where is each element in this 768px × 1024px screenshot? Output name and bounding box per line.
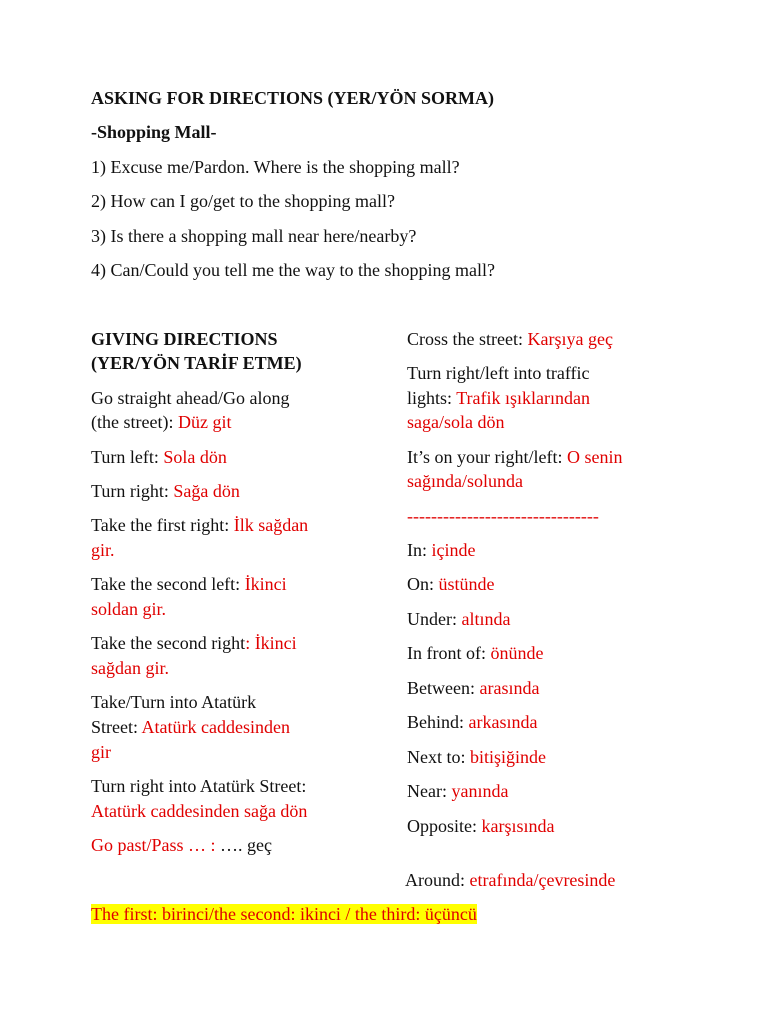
turn-right-tr: Sağa dön	[173, 481, 240, 501]
question-1: 1) Excuse me/Pardon. Where is the shopping mall?	[91, 157, 460, 177]
cross-street-line	[407, 327, 613, 351]
preposition-en: In:	[407, 540, 432, 560]
preposition-en: Next to:	[407, 747, 470, 767]
second-left-en: Take the second left:	[91, 574, 245, 594]
giving-directions-heading-tr: (YER/YÖN TARİF ETME)	[91, 353, 302, 373]
turn-right-into-en: Turn right into Atatürk Street:	[91, 776, 307, 796]
go-past-en: Go past/Pass … :	[91, 835, 221, 855]
preposition-around	[405, 868, 615, 892]
on-your-side-tr: O senin	[566, 447, 623, 467]
second-left-tr: İkinci	[244, 574, 287, 594]
first-right-tr-cont: gir.	[91, 540, 115, 560]
preposition-en: On:	[407, 574, 439, 594]
preposition-en: Between:	[407, 678, 480, 698]
separator-dashes: --------------------------------	[407, 506, 599, 526]
turn-right-line	[91, 479, 240, 503]
turn-right-into-tr: Atatürk caddesinden sağa dön	[91, 801, 308, 821]
second-left-tr-cont: soldan gir.	[91, 599, 166, 619]
traffic-lights-en: Turn right/left into traffic	[407, 363, 590, 383]
second-right-en: Take the second right	[91, 633, 246, 653]
preposition-under	[407, 607, 510, 631]
second-right-line	[91, 631, 297, 655]
preposition-en: Under:	[407, 609, 462, 629]
preposition-en: Near:	[407, 781, 452, 801]
preposition-in	[407, 538, 475, 562]
traffic-lights-tr-cont: saga/sola dön	[407, 412, 505, 432]
preposition-tr: içinde	[431, 540, 476, 560]
preposition-tr: arkasında	[468, 712, 538, 732]
ordinals-line	[91, 902, 477, 926]
preposition-tr: arasında	[479, 678, 540, 698]
traffic-lights-tr: Trafik ışıklarından	[456, 388, 591, 408]
preposition-near	[407, 779, 508, 803]
go-straight-tr: Düz git	[177, 412, 232, 432]
giving-directions-heading: GIVING DIRECTIONS	[91, 329, 278, 349]
take-turn-line	[91, 715, 290, 739]
preposition-tr: önünde	[490, 643, 544, 663]
preposition-en: In front of:	[407, 643, 491, 663]
document-title: ASKING FOR DIRECTIONS (YER/YÖN SORMA)	[91, 88, 495, 108]
preposition-en: Opposite:	[407, 816, 482, 836]
traffic-lights-en-cont: lights:	[407, 388, 457, 408]
preposition-tr: üstünde	[438, 574, 495, 594]
take-turn-tr: Atatürk caddesinden	[141, 717, 290, 737]
preposition-tr: karşısında	[481, 816, 555, 836]
preposition-behind	[407, 710, 537, 734]
ordinals-highlight: The first: birinci/the second: ikinci / the third: üçüncü	[91, 904, 477, 924]
preposition-en: Behind:	[407, 712, 469, 732]
go-straight-en: Go straight ahead/Go along	[91, 388, 290, 408]
first-right-line	[91, 513, 308, 537]
cross-street-tr: Karşıya geç	[527, 329, 613, 349]
preposition-opposite	[407, 814, 554, 838]
first-right-tr: İlk sağdan	[233, 515, 309, 535]
take-turn-en-cont: Street:	[91, 717, 142, 737]
around-en: Around:	[405, 870, 470, 890]
on-your-side-line	[407, 445, 622, 469]
preposition-in-front-of	[407, 641, 543, 665]
take-turn-tr-cont: gir	[91, 742, 111, 762]
on-your-side-tr-cont: sağında/solunda	[407, 471, 523, 491]
section-subtitle: -Shopping Mall-	[91, 122, 217, 142]
turn-left-en: Turn left:	[91, 447, 164, 467]
second-left-line	[91, 572, 287, 596]
preposition-on	[407, 572, 495, 596]
second-right-tr: : İkinci	[245, 633, 297, 653]
traffic-lights-line	[407, 386, 590, 410]
question-4: 4) Can/Could you tell me the way to the shopping mall?	[91, 260, 495, 280]
preposition-tr: yanında	[451, 781, 509, 801]
preposition-next-to	[407, 745, 546, 769]
question-3: 3) Is there a shopping mall near here/nearby?	[91, 226, 417, 246]
go-straight-en-cont: (the street):	[91, 412, 178, 432]
second-right-tr-cont: sağdan gir.	[91, 658, 169, 678]
preposition-between	[407, 676, 539, 700]
take-turn-en: Take/Turn into Atatürk	[91, 692, 257, 712]
go-straight-line	[91, 410, 231, 434]
turn-left-line	[91, 445, 227, 469]
preposition-tr: altında	[461, 609, 511, 629]
preposition-tr: bitişiğinde	[470, 747, 546, 767]
turn-left-tr: Sola dön	[163, 447, 227, 467]
go-past-tr: …. geç	[220, 835, 272, 855]
go-past-line	[91, 833, 272, 857]
turn-right-en: Turn right:	[91, 481, 174, 501]
first-right-en: Take the first right:	[91, 515, 234, 535]
on-your-side-en: It’s on your right/left:	[407, 447, 567, 467]
around-tr: etrafında/çevresinde	[469, 870, 616, 890]
question-2: 2) How can I go/get to the shopping mall?	[91, 191, 395, 211]
cross-street-en: Cross the street:	[407, 329, 528, 349]
